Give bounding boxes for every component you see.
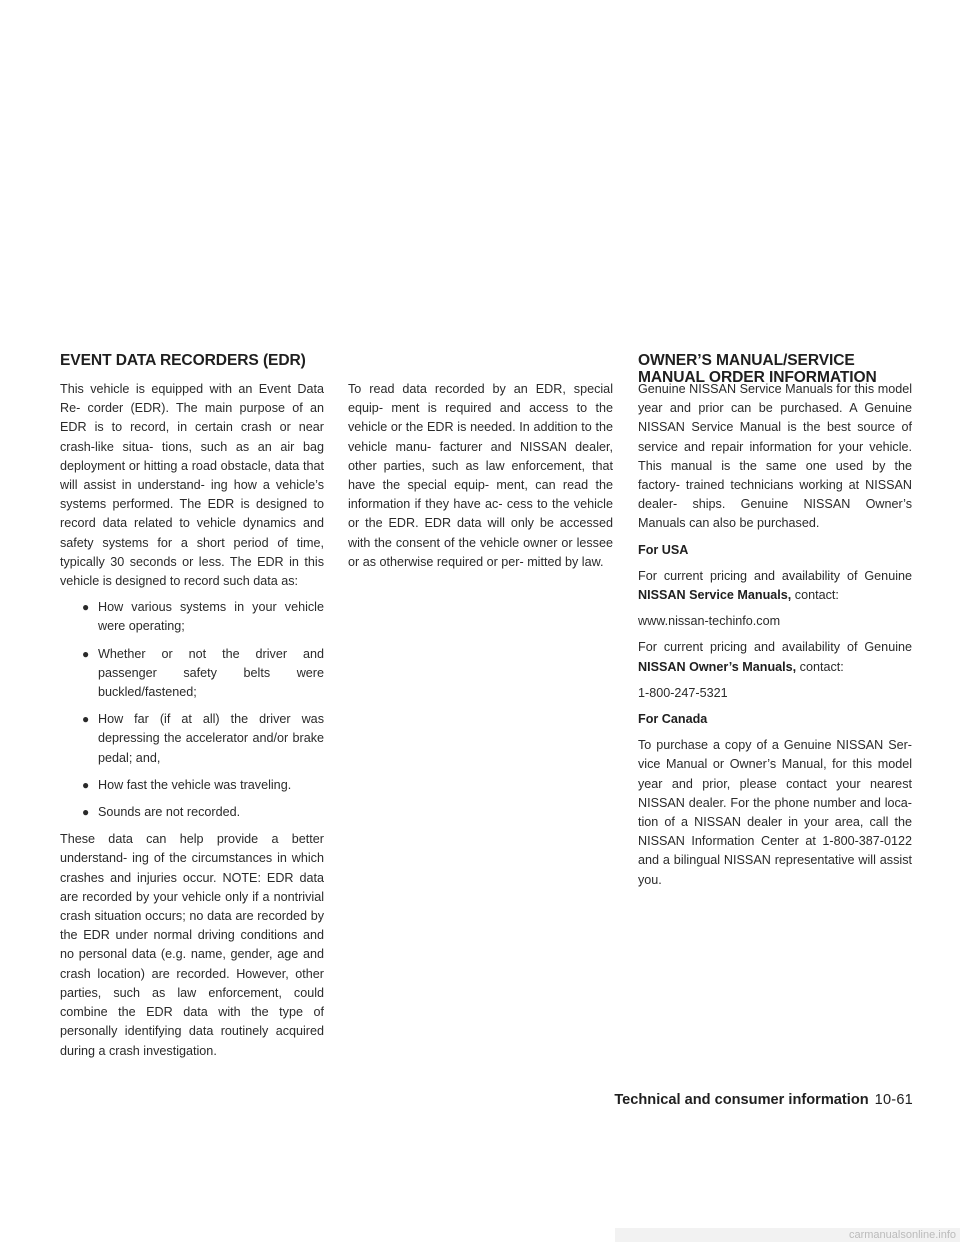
list-item — [60, 710, 324, 768]
usa-owner-text: For current pricing and availability of Genuine — [638, 640, 912, 655]
usa-owner-bold: NISSAN Owner’s Manuals, — [638, 659, 797, 674]
list-item-text: How far (if at all) the driver was depressing the accelerator and/or brake pedal; and, — [98, 712, 324, 765]
bullet-icon: ● — [82, 777, 90, 792]
edr-data-list — [60, 598, 324, 822]
canada-paragraph: To purchase a copy of a Genuine NISSAN Ser- vice Manual or Owner’s Manual, for this model year and prior, please contact your nearest NISSAN dealer. For the phone number and loca- tion of a NISSAN dealer in your area, call the NISSAN Information Center at 1-800-387-0122 and a bilingual NISSAN representative will assist you. — [638, 738, 912, 887]
usa-service-manual-paragraph — [638, 567, 912, 605]
bullet-icon: ● — [82, 805, 90, 820]
usa-owner-tail: contact: — [796, 659, 844, 674]
manual-order-heading-line1: OWNER’S MANUAL/SERVICE — [638, 352, 855, 369]
edr-data-note-paragraph: These data can help provide a better understand- ing of the circumstances in which crashes and injuries occur. NOTE: EDR data are recorded by your vehicle only if a nontrivial crash situation occurs; no data are recorded by the EDR under normal driving conditions and no personal data (e.g. name, gender, age and crash location) are recorded. However, other parties, such as law enforcement, could combine the EDR data with the type of personally identifying data routinely acquired during a crash investigation. — [60, 832, 324, 1058]
usa-owner-manual-paragraph — [638, 638, 912, 676]
list-item-text: Sounds are not recorded. — [98, 805, 241, 820]
manual-order-heading-line2: MANUAL ORDER INFORMATION — [638, 369, 877, 386]
techinfo-url: www.nissan-techinfo.com — [638, 614, 781, 629]
list-item — [60, 645, 324, 703]
watermark: carmanualsonline.info — [615, 1228, 960, 1242]
column-right — [638, 380, 912, 897]
owner-manual-phone: 1-800-247-5321 — [638, 685, 728, 700]
usa-service-tail: contact: — [791, 588, 839, 603]
bullet-icon: ● — [82, 600, 90, 615]
page-footer — [614, 1092, 913, 1108]
column-left — [60, 380, 324, 1068]
bullet-icon: ● — [82, 712, 90, 727]
bullet-icon: ● — [82, 646, 90, 661]
manual-intro-paragraph: Genuine NISSAN Service Manuals for this model year and prior can be purchased. A Genuine NISSAN Service Manual is the best source of service and repair information for your vehicle. This manual is the same one used by the factory- trained technicians working at NISSAN dealer- ships. Genuine NISSAN Owner’s Manuals can also be purchased. — [638, 382, 912, 531]
list-item — [60, 598, 324, 636]
footer-section-title: Technical and consumer information — [614, 1092, 869, 1108]
edr-intro-paragraph: This vehicle is equipped with an Event Data Re- corder (EDR). The main purpose of an EDR is to record, in certain crash or near crash-like situa- tions, such as an air bag deployment or hitting a road obstacle, data that will assist in understand- ing how a vehicle’s systems performed. The EDR is designed to record data related to vehicle dynamics and safety systems for a short period of time, typically 30 seconds or less. The EDR in this vehicle is designed to record such data as: — [60, 382, 324, 589]
page-number: 10-61 — [874, 1092, 913, 1108]
edr-heading: EVENT DATA RECORDERS (EDR) — [60, 352, 306, 369]
usa-subheading: For USA — [638, 542, 689, 557]
usa-service-bold: NISSAN Service Manuals, — [638, 588, 792, 603]
canada-subheading: For Canada — [638, 712, 708, 727]
list-item-text: Whether or not the driver and passenger safety belts were buckled/fastened; — [98, 646, 324, 700]
list-item — [60, 776, 324, 795]
column-middle — [348, 380, 613, 579]
usa-service-text: For current pricing and availability of Genuine — [638, 568, 912, 583]
list-item-text: How various systems in your vehicle were operating; — [98, 600, 324, 634]
list-item-text: How fast the vehicle was traveling. — [98, 777, 292, 792]
list-item — [60, 803, 324, 822]
edr-access-paragraph: To read data recorded by an EDR, special equip- ment is required and access to the vehicle or the EDR is needed. In addition to the vehicle manu- facturer and NISSAN dealer, other parties, such as law enforcement, that have the special equip- ment, can read the information if they have ac- cess to the vehicle or the EDR. EDR data will only be accessed with the consent of the vehicle owner or lessee or as otherwise required or per- mitted by law. — [348, 382, 613, 569]
